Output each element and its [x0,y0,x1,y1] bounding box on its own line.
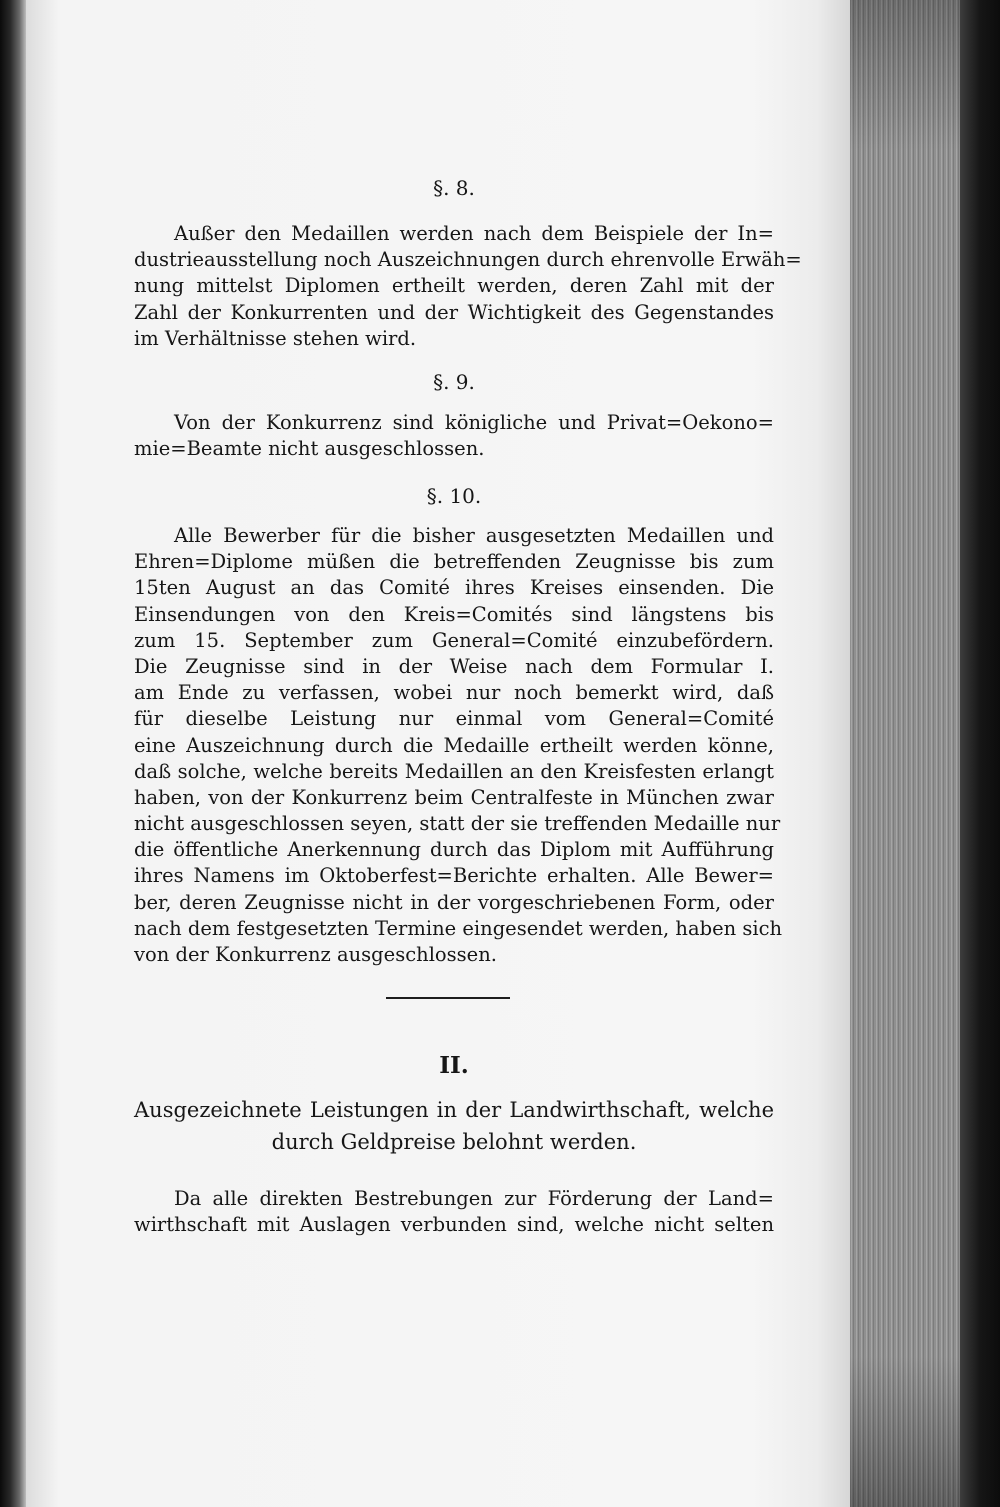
paragraph-section-8 [134,221,802,352]
text-line: zum 15. September zum General=Comité einzubefördern. [134,628,774,652]
heading-line: durch Geldpreise belohnt werden. [271,1130,637,1154]
part-numeral: II. [439,1052,469,1079]
text-line: die öffentliche Anerkennung durch das Diplom mit Aufführung [134,838,774,862]
text-line: von der Konkurrenz ausgeschlossen. [134,943,497,966]
text-line: Von der Konkurrenz sind königliche und Privat=Oekono= [174,411,774,434]
section-heading-9: §. 9. [433,370,475,394]
part-heading [134,1094,774,1158]
text-line: im Verhältnisse stehen wird. [134,326,417,350]
text-line: daß solche, welche bereits Medaillen an den Kreisfesten erlangt [134,759,774,783]
book-cover-edge [960,0,1000,1507]
paragraph-part-2 [134,1186,774,1238]
text-line: haben, von der Konkurrenz beim Centralfeste in München zwar [134,785,774,809]
text-line: ber, deren Zeugnisse nicht in der vorgeschriebenen Form, oder [134,890,774,914]
text-line: Da alle direkten Bestrebungen zur Förderung der Land= [174,1187,774,1210]
section-heading-10: §. 10. [426,484,482,508]
text-line: wirthschaft mit Auslagen verbunden sind, welche nicht selten [134,1213,774,1237]
text-line: Zahl der Konkurrenten und der Wichtigkeit des Gegenstandes [134,300,774,324]
facing-page-edge [0,0,26,1507]
text-line: nach dem festgesetzten Termine eingesendet werden, haben sich [134,916,783,940]
paragraph-section-9 [134,410,774,462]
paragraph-section-10 [134,523,783,968]
heading-line: Ausgezeichnete Leistungen in der Landwirthschaft, welche [134,1098,774,1122]
text-line: nung mittelst Diplomen ertheilt werden, deren Zahl mit der [134,274,774,298]
text-line: Alle Bewerber für die bisher ausgesetzten Medaillen und [174,524,774,547]
text-line: dustrieausstellung noch Auszeichnungen durch ehrenvolle Erwäh= [134,248,802,272]
text-line: mie=Beamte nicht ausgeschlossen. [134,437,485,461]
text-line: Außer den Medaillen werden nach dem Beispiele der In= [174,222,774,245]
text-line: 15ten August an das Comité ihres Kreises einsenden. Die [134,576,774,600]
text-line: eine Auszeichnung durch die Medaille ertheilt werden könne, [134,733,774,757]
text-line: Ehren=Diplome müßen die betreffenden Zeugnisse bis zum [134,550,774,574]
text-line: am Ende zu verfassen, wobei nur noch bemerkt wird, daß [134,681,774,705]
text-line: ihres Namens im Oktoberfest=Berichte erhalten. Alle Bewer= [134,864,774,888]
section-divider [386,997,510,999]
section-heading-8: §. 8. [433,176,475,200]
text-line: Die Zeugnisse sind in der Weise nach dem Formular I. [134,654,774,678]
text-line: nicht ausgeschlossen seyen, statt der sie treffenden Medaille nur [134,812,781,836]
text-line: für dieselbe Leistung nur einmal vom General=Comité [134,707,774,731]
book-page [26,0,850,1507]
book-fore-edge [850,0,960,1507]
text-line: Einsendungen von den Kreis=Comités sind längstens bis [134,602,774,626]
